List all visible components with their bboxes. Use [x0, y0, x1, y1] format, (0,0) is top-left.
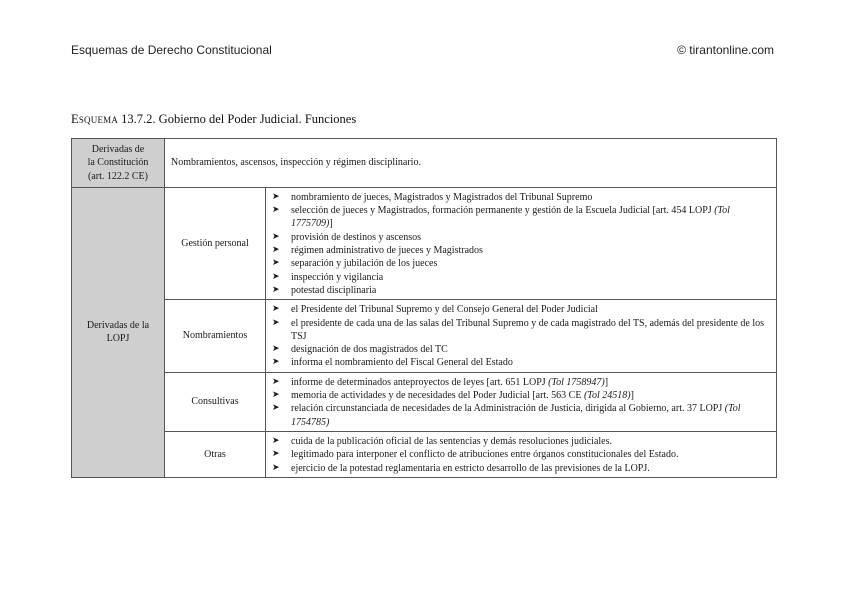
consultivas-list: [272, 376, 770, 429]
category-lopj: [72, 187, 165, 477]
running-head: [71, 43, 774, 57]
category-line: la Constitución: [87, 157, 149, 169]
list-item: ➤ provisión de destinos y ascensos: [272, 231, 770, 244]
row-constitucion: [72, 139, 777, 188]
list-item: ➤ relación circunstanciada de necesidades de la Administración de Justicia, dirigida al Gobierno, art. 37 LOPJ (Tol 1754785): [272, 402, 770, 429]
list-item: ➤ designación de dos magistrados del TC: [272, 343, 770, 356]
list-item: ➤ informe de determinados anteproyectos de leyes [art. 651 LOPJ (Tol 1758947)]: [272, 376, 770, 389]
list-item: ➤ separación y jubilación de los jueces: [272, 257, 770, 270]
list-item: ➤ legitimado para interponer el conflicto de atribuciones entre órganos constitucionales del Estado.: [272, 448, 770, 461]
list-item: ➤ cuida de la publicación oficial de las sentencias y demás resoluciones judiciales.: [272, 435, 770, 448]
subcategory-gestion-personal: Gestión personal: [165, 187, 266, 299]
subcategory-nombramientos: Nombramientos: [165, 300, 266, 372]
tol-reference: (Tol 1754785): [291, 403, 741, 428]
constitucion-functions: Nombramientos, ascensos, inspección y régimen disciplinario.: [165, 139, 777, 188]
list-item: ➤ selección de jueces y Magistrados, formación permanente y gestión de la Escuela Judicial [art. 454 LOPJ (Tol 1775709)]: [272, 204, 770, 231]
list-item: ➤ potestad disciplinaria: [272, 284, 770, 297]
category-line: LOPJ: [106, 333, 130, 345]
functions-table: [71, 138, 777, 478]
list-item: ➤ inspección y vigilancia: [272, 271, 770, 284]
subcategory-consultivas: Consultivas: [165, 372, 266, 431]
row-consultivas: [72, 372, 777, 431]
list-item: ➤ ejercicio de la potestad reglamentaria en estricto desarrollo de las previsiones de la LOPJ.: [272, 462, 770, 475]
list-item: ➤ informa el nombramiento del Fiscal General del Estado: [272, 356, 770, 369]
list-item: ➤ el Presidente del Tribunal Supremo y del Consejo General del Poder Judicial: [272, 303, 770, 316]
scheme-label: Esquema: [71, 112, 119, 126]
book-title: Esquemas de Derecho Constitucional: [71, 43, 272, 57]
row-gestion-personal: [72, 187, 777, 299]
list-item: ➤ nombramiento de jueces, Magistrados y Magistrados del Tribunal Supremo: [272, 191, 770, 204]
subcategory-otras: Otras: [165, 431, 266, 477]
list-item: ➤ memoria de actividades y de necesidades del Poder Judicial [art. 563 CE (Tol 24518)]: [272, 389, 770, 402]
gestion-personal-list: [272, 191, 770, 297]
otras-list: [272, 435, 770, 475]
category-line: Derivadas de: [91, 144, 145, 155]
publisher-site: © tirantonline.com: [677, 43, 774, 57]
nombramientos-list: [272, 303, 770, 369]
list-item: ➤ régimen administrativo de jueces y Magistrados: [272, 244, 770, 257]
list-item: ➤ el presidente de cada una de las salas del Tribunal Supremo y de cada magistrado del TS, además del presidente de los TSJ: [272, 317, 770, 344]
category-line: (art. 122.2 CE): [88, 170, 148, 182]
scheme-title: [71, 112, 356, 127]
tol-reference: (Tol 24518): [583, 390, 631, 402]
category-line: Derivadas de la: [86, 320, 150, 332]
row-otras: [72, 431, 777, 477]
tol-reference: (Tol 1758947): [548, 376, 605, 388]
tol-reference: (Tol 1775709): [291, 205, 730, 230]
row-nombramientos: [72, 300, 777, 372]
scheme-heading: 13.7.2. Gobierno del Poder Judicial. Funciones: [121, 112, 357, 126]
category-constitucion: [72, 139, 165, 188]
